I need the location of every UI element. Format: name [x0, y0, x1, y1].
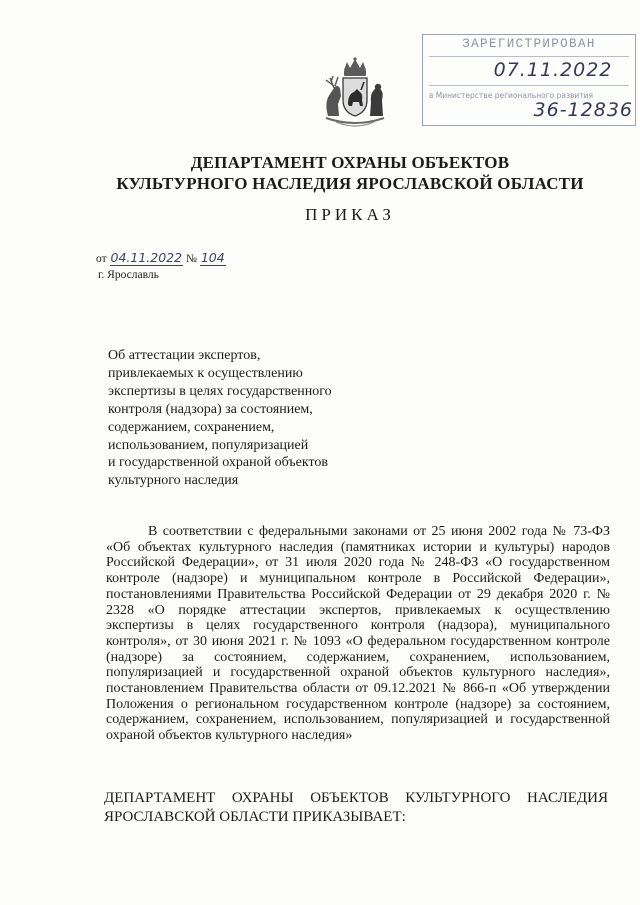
subject-line: использованием, популяризацией — [108, 437, 309, 453]
order-subject — [108, 347, 388, 490]
stamp-note: в Министерстве регионального развития — [429, 91, 593, 100]
number-label: № — [185, 253, 197, 265]
from-label: от — [96, 253, 107, 265]
coat-of-arms-icon — [314, 56, 396, 138]
stamp-registration-number: 36-12836 — [533, 99, 633, 121]
department-header-line: ДЕПАРТАМЕНТ ОХРАНЫ ОБЪЕКТОВ — [190, 153, 510, 172]
stamp-divider — [429, 85, 629, 86]
subject-line: привлекаемых к осуществлению — [108, 365, 303, 381]
decree-line: ЯРОСЛАВСКОЙ ОБЛАСТИ ПРИКАЗЫВАЕТ: — [104, 809, 406, 825]
subject-line: и государственной охраной объектов — [108, 455, 329, 471]
city: г. Ярославль — [98, 269, 159, 281]
department-header-line: КУЛЬТУРНОГО НАСЛЕДИЯ ЯРОСЛАВСКОЙ ОБЛАСТИ — [116, 174, 584, 193]
subject-line: содержанием, сохранением, — [108, 419, 275, 435]
document-type: ПРИКАЗ — [305, 205, 395, 224]
decree-line: ДЕПАРТАМЕНТ ОХРАНЫ ОБЪЕКТОВ КУЛЬТУРНОГО НАСЛЕДИЯ — [104, 790, 608, 806]
stamp-registration-date: 07.11.2022 — [493, 59, 613, 81]
stamp-divider — [429, 56, 629, 57]
stamp-title: ЗАРЕГИСТРИРОВАН — [462, 37, 596, 51]
subject-line: культурного наследия — [108, 473, 239, 489]
order-date-number — [96, 250, 226, 267]
registration-stamp — [422, 34, 636, 126]
subject-line: Об аттестации экспертов, — [108, 348, 261, 363]
subject-line: экспертизы в целях государственного — [108, 383, 332, 399]
department-header — [80, 152, 620, 194]
decree-statement — [104, 789, 608, 827]
subject-line: контроля (надзора) за состоянием, — [108, 401, 313, 417]
order-number: 104 — [200, 250, 225, 265]
body-paragraph: В соответствии с федеральными законами от 25 июня 2002 года № 73-ФЗ «Об объектах культурного наследия (памятниках истории и культуры) народов Российской Федерации», от 31 июля 2020 года № 248-ФЗ «О государственном контроле (надзоре) и муниципальном контроле в Российской Федерации», постановлениями Правительства Российской Федерации от 29 декабря 2020 г. № 2328 «О порядке аттестации экспертов, привлекаемых к осуществлению экспертизы в целях государственного контроля (надзора), муниципального контроля», от 30 июня 2021 г. № 1093 «О федеральном государственном контроле (надзоре) за состоянием, содержанием, сохранением, использованием, популяризацией и государственной охраной объектов культурного наследия», постановлением Правительства области от 09.12.2021 № 866-п «Об утверждении Положения о региональном государственном контроле (надзоре) за состоянием, содержанием, сохранением, использованием, популяризацией и государственной охраной объектов культурного наследия» — [106, 524, 610, 744]
order-date: 04.11.2022 — [110, 250, 183, 265]
